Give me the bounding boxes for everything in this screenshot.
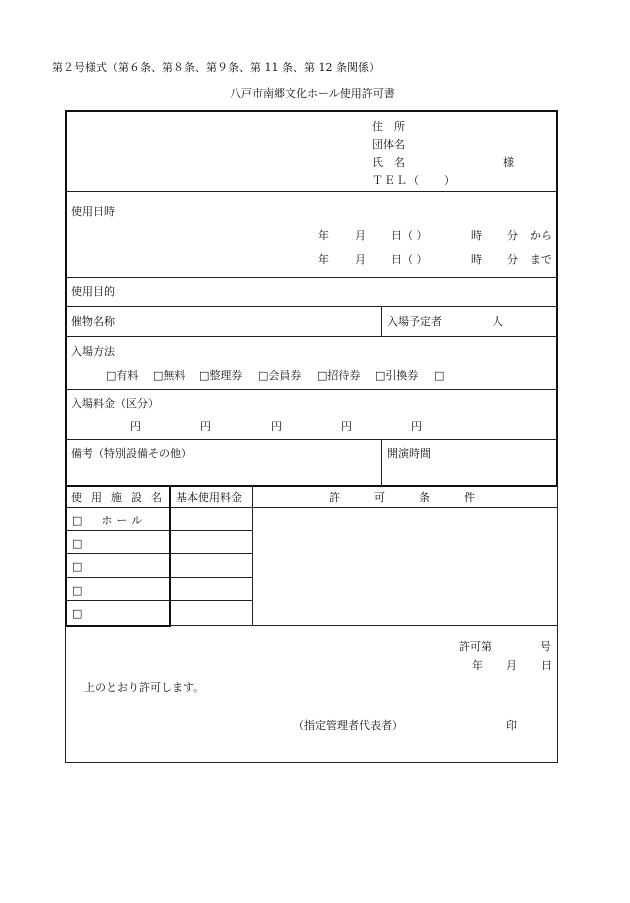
frame-top [65, 110, 558, 112]
frame-bottom [65, 762, 558, 763]
facility-row-5[interactable]: □ [72, 607, 83, 620]
signer-label: （指定管理者代表者） [293, 719, 403, 732]
until-hour: 時 [471, 253, 482, 266]
admission-option-other[interactable]: □ [434, 369, 445, 382]
fee-label: 入場料金（区分） [71, 397, 159, 410]
admission-option-free[interactable]: □無料 [153, 369, 186, 382]
person-unit: 人 [492, 315, 503, 328]
permit-no-label: 許可第 [459, 640, 492, 653]
divider [381, 306, 382, 336]
until-label: まで [530, 253, 552, 266]
col-conditions-header: 許可条件 [329, 491, 509, 504]
divider [66, 553, 252, 554]
divider [252, 486, 253, 625]
frame-left-lower [65, 626, 66, 763]
address-label: 住 所 [372, 120, 405, 133]
frame-right-upper [556, 110, 558, 486]
event-name-label: 催物名称 [71, 315, 115, 328]
fee-yen-4: 円 [341, 420, 352, 433]
divider [170, 625, 557, 626]
attendance-label: 入場予定者 [387, 315, 442, 328]
col-facility-header: 使用施設名 [71, 491, 171, 504]
from-month: 月 [355, 229, 366, 242]
facility-frame-bottom [65, 625, 171, 627]
facility-row-hall[interactable]: □ ホール [72, 514, 147, 527]
divider [66, 306, 557, 307]
divider [66, 439, 557, 440]
until-minute: 分 [507, 253, 518, 266]
permit-month: 月 [506, 659, 517, 672]
facility-row-2[interactable]: □ [72, 537, 83, 550]
permit-statement: 上のとおり許可します。 [84, 681, 205, 694]
permit-year: 年 [472, 659, 483, 672]
admission-option-numbered-ticket[interactable]: □整理券 [199, 369, 243, 382]
tel-label: ＴＥＬ（ ） [372, 174, 456, 187]
divider [66, 277, 557, 278]
frame-left-upper [65, 110, 67, 486]
from-minute: 分 [507, 229, 518, 242]
admission-method-label: 入場方法 [71, 345, 115, 358]
facility-row-4[interactable]: □ [72, 584, 83, 597]
admission-option-member-ticket[interactable]: □会員券 [258, 369, 302, 382]
facility-frame-right [169, 485, 171, 626]
group-label: 団体名 [372, 138, 405, 151]
seal-mark: 印 [506, 719, 517, 732]
frame-right-lower [557, 486, 558, 763]
form-number: 第２号様式（第６条、第８条、第９条、第 11 条、第 12 条関係） [52, 61, 380, 74]
admission-option-paid[interactable]: □有料 [106, 369, 139, 382]
divider [66, 336, 557, 337]
divider [66, 530, 252, 531]
show-time-label: 開演時間 [387, 447, 431, 460]
document-title: 八戸市南郷文化ホール使用許可書 [230, 87, 395, 100]
permit-no-suffix: 号 [540, 640, 551, 653]
remarks-label: 備考（特別設備その他） [71, 447, 192, 460]
admission-option-invitation[interactable]: □招待券 [317, 369, 361, 382]
divider [66, 577, 252, 578]
until-month: 月 [355, 253, 366, 266]
fee-yen-3: 円 [271, 420, 282, 433]
facility-frame-left [65, 485, 67, 626]
fee-yen-2: 円 [200, 420, 211, 433]
frame-upper-bottom [65, 485, 558, 487]
fee-yen-5: 円 [411, 420, 422, 433]
divider [66, 389, 557, 390]
from-day: 日（ ） [391, 229, 428, 242]
until-day: 日（ ） [391, 253, 428, 266]
divider [65, 507, 557, 508]
name-label: 氏 名 [372, 156, 405, 169]
col-fee-header: 基本使用料金 [176, 491, 242, 504]
permit-day: 日 [541, 659, 552, 672]
divider [66, 191, 557, 192]
from-hour: 時 [471, 229, 482, 242]
fee-yen-1: 円 [130, 420, 141, 433]
usage-datetime-label: 使用日時 [71, 205, 115, 218]
from-label: から [530, 229, 552, 242]
divider [66, 600, 252, 601]
facility-row-3[interactable]: □ [72, 560, 83, 573]
divider [381, 439, 382, 485]
until-year: 年 [318, 253, 329, 266]
purpose-label: 使用目的 [71, 285, 115, 298]
from-year: 年 [318, 229, 329, 242]
honorific: 様 [503, 156, 514, 169]
admission-option-exchange[interactable]: □引換券 [375, 369, 419, 382]
